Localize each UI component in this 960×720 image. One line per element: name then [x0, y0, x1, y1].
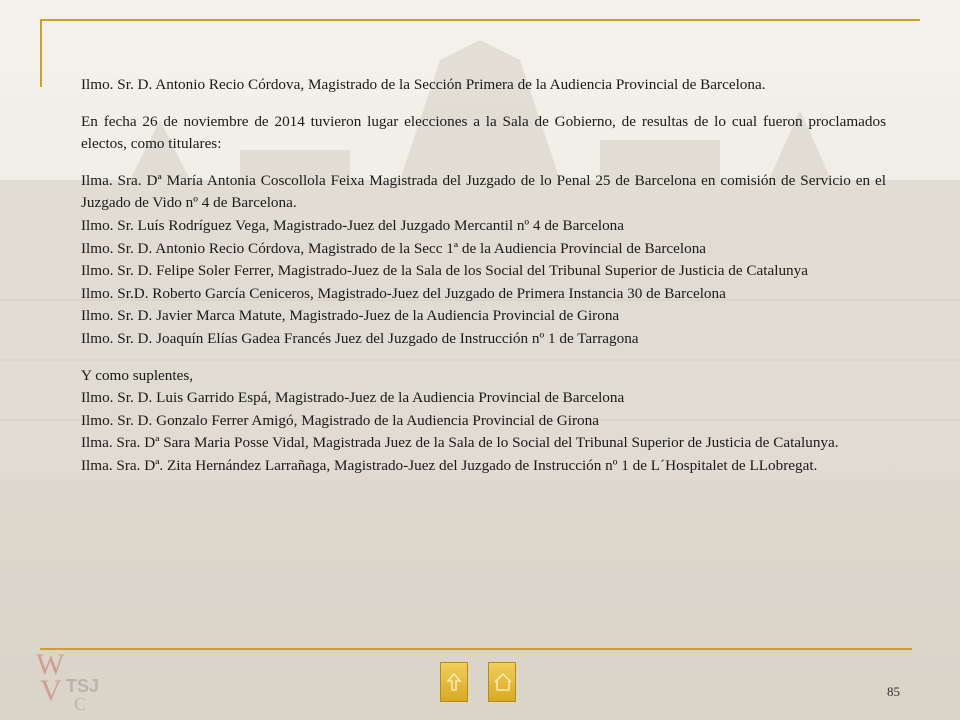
suplente-item: Ilma. Sra. Dª Sara Maria Posse Vidal, Magistrada Juez de la Sala de lo Social del Tribunal Superior de Justicia de Catalunya. [81, 434, 839, 452]
nav-up-button[interactable] [440, 662, 468, 702]
suplente-item: Ilma. Sra. Dª. Zita Hernández Larrañaga, Magistrado-Juez del Juzgado de Instrucción nº 1 de L´Hospitalet de LLobregat. [81, 456, 818, 474]
page-number: 85 [887, 684, 900, 699]
top-rule [40, 19, 920, 21]
svg-text:C: C [74, 694, 87, 710]
arrow-up-icon [445, 672, 463, 692]
titular-item: Ilmo. Sr. D. Javier Marca Matute, Magistrado-Juez de la Audiencia Provincial de Girona [81, 307, 620, 325]
titular-item: Ilma. Sra. Dª María Antonia Coscollola Feixa Magistrada del Juzgado de lo Penal 25 de Barcelona en comisión de Servicio en el Juzgado de Vido nº 4 de Barcelona. [81, 171, 886, 212]
bottom-rule [40, 648, 912, 650]
titular-item: Ilmo. Sr. D. Felipe Soler Ferrer, Magistrado-Juez de la Sala de los Social del Tribunal Superior de Justicia de Catalunya [81, 262, 808, 280]
nav-home-button[interactable] [488, 662, 516, 702]
titular-item: Ilmo. Sr. Luís Rodríguez Vega, Magistrado-Juez del Juzgado Mercantil nº 4 de Barcelona [81, 216, 625, 234]
suplente-item: Ilmo. Sr. D. Luis Garrido Espá, Magistrado-Juez de la Audiencia Provincial de Barcelona [81, 389, 625, 407]
svg-text:TSJ: TSJ [66, 676, 100, 696]
home-icon [493, 672, 513, 692]
intro-paragraph: Ilmo. Sr. D. Antonio Recio Córdova, Magistrado de la Sección Primera de la Audiencia Provincial de Barcelona. [81, 76, 766, 93]
election-paragraph: En fecha 26 de noviembre de 2014 tuvieron lugar elecciones a la Sala de Gobierno, de resultas de lo cual fueron proclamados electos, como titulares: [81, 112, 886, 153]
titular-item: Ilmo. Sr. D. Joaquín Elías Gadea Francés Juez del Juzgado de Instrucción nº 1 de Tarragona [81, 329, 639, 347]
titular-item: Ilmo. Sr.D. Roberto García Ceniceros, Magistrado-Juez del Juzgado de Primera Instancia 30 de Barcelona [81, 284, 726, 302]
tsjc-logo [36, 644, 106, 715]
suplentes-heading: Y como suplentes, [81, 366, 194, 384]
titular-item: Ilmo. Sr. D. Antonio Recio Córdova, Magistrado de la Secc 1ª de la Audiencia Provincial de Barcelona [81, 239, 707, 257]
left-rule [40, 19, 42, 87]
suplente-item: Ilmo. Sr. D. Gonzalo Ferrer Amigó, Magistrado de la Audiencia Provincial de Girona [81, 411, 599, 429]
svg-text:V: V [40, 674, 62, 707]
document-body [81, 74, 886, 478]
tsjc-logo-mark [36, 644, 106, 710]
svg-text:W: W [36, 648, 65, 681]
